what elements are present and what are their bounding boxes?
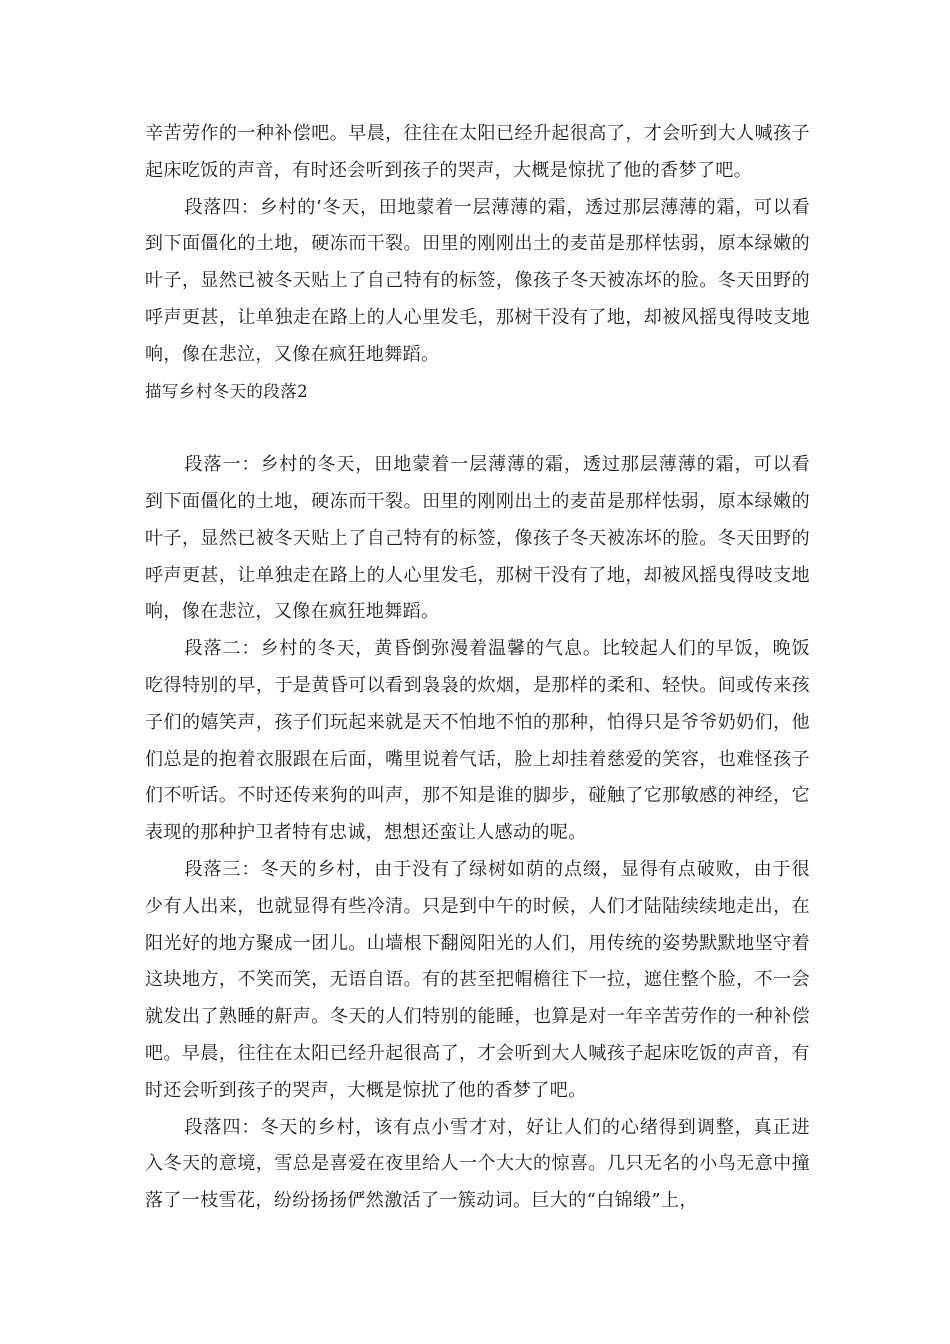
document-body xyxy=(145,116,810,1220)
section-spacer xyxy=(145,410,810,447)
section2-paragraph-3: 段落三：冬天的乡村，由于没有了绿树如荫的点缀，显得有点破败，由于很少有人出来，也就显得有些冷清。只是到中午的时候，人们才陆陆续续地走出，在阳光好的地方聚成一团儿。山墙根下翻阅阳光的人们，用传统的姿势默默地坚守着这块地方，不笑而笑，无语自语。有的甚至把帽檐往下一拉，遮住整个脸，不一会就发出了熟睡的鼾声。冬天的人们特别的能睡，也算是对一年辛苦劳作的一种补偿吧。早晨，往往在太阳已经升起很高了，才会听到大人喊孩子起床吃饭的声音，有时还会听到孩子的哭声，大概是惊扰了他的香梦了吧。 xyxy=(145,858,810,1101)
section1-paragraph-4: 段落四：乡村的’冬天，田地蒙着一层薄薄的霜，透过那层薄薄的霜，可以看到下面僵化的土地，硬冻而干裂。田里的刚刚出土的麦苗是那样怯弱，原本绿嫩的叶子，显然已被冬天贴上了自己特有的标签，像孩子冬天被冻坏的脸。冬天田野的呼声更甚，让单独走在路上的人心里发毛，那树干没有了地，却被风摇曳得吱支地响，像在悲泣，又像在疯狂地舞蹈。 xyxy=(145,196,810,365)
intro-continuation-paragraph: 辛苦劳作的一种补偿吧。早晨，往往在太阳已经升起很高了，才会听到大人喊孩子起床吃饭的声音，有时还会听到孩子的哭声，大概是惊扰了他的香梦了吧。 xyxy=(145,123,810,181)
section2-paragraph-2: 段落二：乡村的冬天，黄昏倒弥漫着温馨的气息。比较起人们的早饭，晚饭吃得特别的早，于是黄昏可以看到袅袅的炊烟，是那样的柔和、轻快。间或传来孩子们的嬉笑声，孩子们玩起来就是天不怕地不怕的那种，怕得只是爷爷奶奶们，他们总是的抱着衣服跟在后面，嘴里说着气话，脸上却挂着慈爱的笑容，也难怪孩子们不听话。不时还传来狗的叫声，那不知是谁的脚步，碰触了它那敏感的神经，它表现的那种护卫者特有忠诚，想想还蛮让人感动的呢。 xyxy=(145,638,810,844)
section2-paragraph-4: 段落四：冬天的乡村，该有点小雪才对，好让人们的心绪得到调整，真正进入冬天的意境，雪总是喜爱在夜里给人一个大大的惊喜。几只无名的小鸟无意中撞落了一枝雪花，纷纷扬扬俨然激活了一簇动词。巨大的“白锦缎”上， xyxy=(145,1116,810,1212)
section2-title: 描写乡村冬天的段落2 xyxy=(145,381,308,401)
section2-paragraph-1: 段落一：乡村的冬天，田地蒙着一层薄薄的霜，透过那层薄薄的霜，可以看到下面僵化的土地，硬冻而干裂。田里的刚刚出土的麦苗是那样怯弱，原本绿嫩的叶子，显然已被冬天贴上了自己特有的标签，像孩子冬天被冻坏的脸。冬天田野的呼声更甚，让单独走在路上的人心里发毛，那树干没有了地，却被风摇曳得吱支地响，像在悲泣，又像在疯狂地舞蹈。 xyxy=(145,454,810,623)
